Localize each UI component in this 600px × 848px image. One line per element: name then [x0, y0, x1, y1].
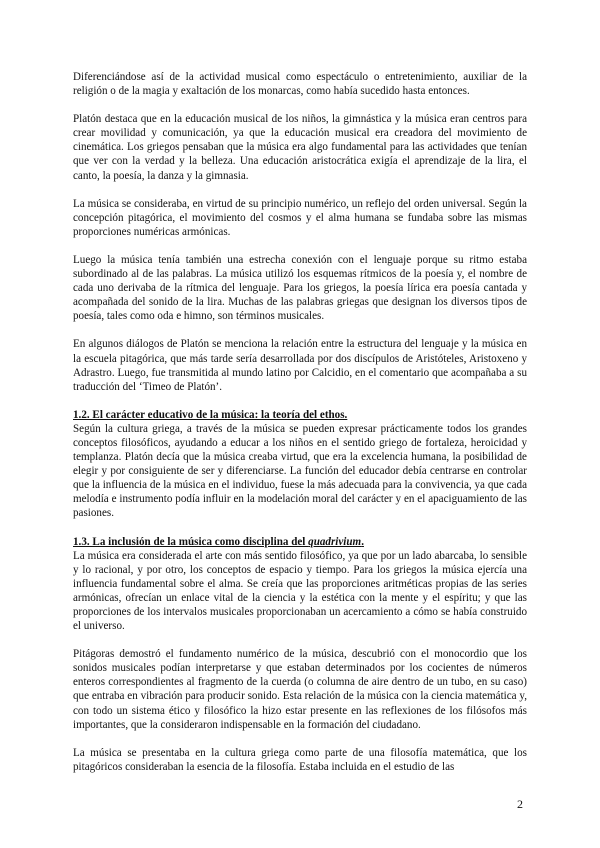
paragraph-ethos: Según la cultura griega, a través de la música se pueden expresar prácticamente todos los grandes conceptos filosóficos, ayudando a educar a los niños en el sentido griego de fortaleza, heroicidad y templanza. Platón decía que la música creaba virtud, que era la excelencia humana, la posibilidad de elegir y por consiguiente de ser y diferenciarse. La función del educador debía centrarse en controlar que la influencia de la música en el individuo, fuese la más adecuada para la convivencia, ya que cada melodía e instrumento podía influir en la modelación moral del carácter y en el apaciguamiento de las pasiones.	[73, 422, 527, 520]
paragraph-mathematical-philosophy: La música se presentaba en la cultura griega como parte de una filosofía matemática, que los pitagóricos consideraban la esencia de la filosofía. Estaba incluida en el estudio de las	[73, 746, 527, 773]
paragraph-platon-education: Platón destaca que en la educación musical de los niños, la gimnástica y la música eran centros para crear movilidad y comunicación, ya que la educación musical era creadora del movimiento de cinemática. Los griegos pensaban que la música era algo fundamental para las actividades que tenían que ver con la verdad y la belleza. Una educación aristocrática exigía el aprendizaje de la lira, el canto, la poesía, la danza y la gimnasia.	[73, 113, 527, 182]
paragraph-music-language: Luego la música tenía también una estrecha conexión con el lenguaje porque su ritmo estaba subordinado al de las palabras. La música utilizó los esquemas rítmicos de la poesía y, el nombre de cada uno derivaba de la rítmica del lenguaje. Para los griegos, la poesía lírica era poesía cantada y acompañada del sonido de la lira. Muchas de las palabras griegas que designan los diversos tipos de poesía, tales como oda e himno, son términos musicales.	[73, 253, 527, 323]
paragraph-numeric-principle: La música se consideraba, en virtud de su principio numérico, un reflejo del orden universal. Según la concepción pitagórica, el movimiento del cosmos y el alma humana se fundaba sobre las mismas proporciones numéricas armónicas.	[73, 197, 527, 238]
paragraph-pythagoras: Pitágoras demostró el fundamento numérico de la música, descubrió con el monocordio que los sonidos musicales podían interpretarse y que estaban determinados por los cocientes de números enteros correspondientes al fragmento de la cuerda (o columna de aire dentro de un tubo, en su caso) que entraba en vibración para producir sonido. Esta relación de la música con la ciencia matemática y, con todo un sistema ético y filosófico la hizo estar presente en las reflexiones de los filósofos más importantes, que la consideraron indispensable en la formación del ciudadano.	[73, 648, 527, 731]
heading-period: .	[361, 535, 364, 548]
section-heading-quadrivium	[73, 535, 527, 549]
paragraph-quadrivium: La música era considerada el arte con más sentido filosófico, ya que por un lado abarcaba, lo sensible y lo racional, y por otro, los conceptos de espacio y tiempo. Para los griegos la música ejercía una influencia fundamental sobre el alma. Se creía que las proporciones aritméticas propias de las series armónicas, ofrecían un enlace vital de la ciencia y la estética con la mente y el espíritu; y que las proporciones de los intervalos musicales proporcionaban un acercamiento a cómo se había construido el universo.	[73, 549, 527, 633]
heading-text: 1.3. La inclusión de la música como disciplina del	[73, 535, 309, 548]
section-heading-ethos: 1.2. El carácter educativo de la música: la teoría del ethos.	[73, 408, 348, 421]
paragraph-platon-dialogues: En algunos diálogos de Platón se menciona la relación entre la estructura del lenguaje y la música en la escuela pitagórica, que más tarde sería desarrollada por dos discípulos de Aristóteles, Aristoxeno y Adrastro. Luego, fue transmitida al mundo latino por Calcidio, en el comentario que acompañaba a su traducción del ‘Timeo de Platón’.	[73, 338, 527, 393]
heading-quadrivium-italic: quadrivium	[308, 535, 362, 548]
paragraph-intro: Diferenciándose así de la actividad musical como espectáculo o entretenimiento, auxiliar de la religión o de la magia y exaltación de los monarcas, como había sucedido hasta entonces.	[73, 71, 527, 98]
page-number: 2	[517, 797, 523, 811]
document-page	[73, 70, 527, 788]
